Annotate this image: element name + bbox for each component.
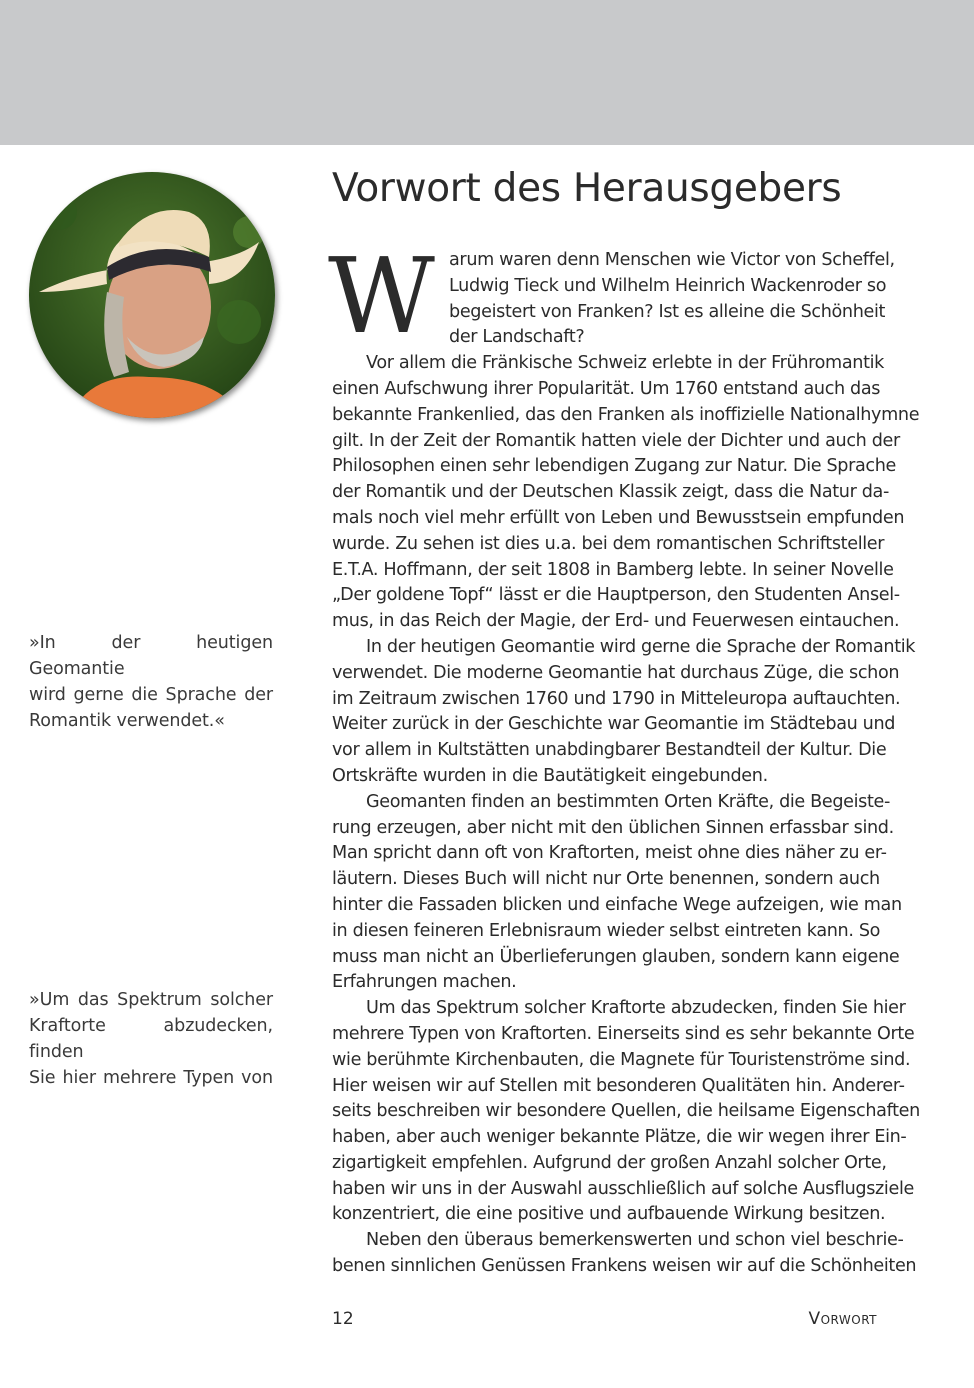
- body-line: konzentriert, die eine positive und aufbauende Wirkung besitzen.: [332, 1204, 886, 1225]
- body-line: gilt. In der Zeit der Romantik hatten viele der Dichter und auch der: [332, 430, 900, 451]
- body-line: Geomanten finden an bestimmten Orten Kräfte, die Begeiste-: [366, 791, 891, 812]
- pull-quote-line: Sie hier mehrere Typen von: [29, 1068, 273, 1088]
- body-line: zigartigkeit empfehlen. Aufgrund der großen Anzahl solcher Orte,: [332, 1152, 887, 1173]
- page-title: Vorwort des Herausgebers: [332, 166, 842, 211]
- body-line: im Zeitraum zwischen 1760 und 1790 in Mitteleuropa auftauchten.: [332, 688, 901, 709]
- body-line: hinter die Fassaden blicken und einfache Wege aufzeigen, wie man: [332, 894, 902, 915]
- running-head: Vorwort: [808, 1309, 877, 1329]
- body-line: läutern. Dieses Buch will nicht nur Orte benennen, sondern auch: [332, 869, 880, 890]
- body-line: Ortskräfte wurden in die Bautätigkeit eingebunden.: [332, 765, 768, 786]
- body-line: mehrere Typen von Kraftorten. Einerseits sind es sehr bekannte Orte: [332, 1023, 915, 1044]
- body-line: Man spricht dann oft von Kraftorten, meist ohne dies näher zu er-: [332, 843, 887, 864]
- body-line: „Der goldene Topf“ lässt er die Hauptperson, den Studenten Ansel-: [332, 585, 900, 606]
- pull-quote-line: Romantik verwendet.«: [29, 711, 225, 731]
- body-line: Erfahrungen machen.: [332, 972, 517, 993]
- header-band: [0, 0, 974, 145]
- body-line: Neben den überaus bemerkenswerten und schon viel beschrie-: [366, 1230, 904, 1251]
- body-line: benen sinnlichen Genüssen Frankens weisen wir auf die Schönheiten: [332, 1256, 917, 1277]
- page-number: 12: [332, 1309, 354, 1329]
- body-line: bekannte Frankenlied, das den Franken als inoffizielle Nationalhymne: [332, 404, 920, 425]
- body-line: wurde. Zu sehen ist dies u.a. bei dem romantischen Schriftsteller: [332, 533, 885, 554]
- drop-cap: W: [328, 235, 429, 357]
- body-text: [328, 235, 920, 1280]
- pull-quote-2: [29, 987, 273, 1091]
- body-line: arum waren denn Menschen wie Victor von Scheffel,: [449, 250, 895, 270]
- body-line: haben, aber auch weniger bekannte Plätze, die wir wegen ihrer Ein-: [332, 1127, 907, 1148]
- body-line: Weiter zurück in der Geschichte war Geomantie im Städtebau und: [332, 714, 896, 735]
- author-portrait: [29, 172, 275, 418]
- body-line: Ludwig Tieck und Wilhelm Heinrich Wackenroder so: [449, 275, 887, 296]
- body-line: seits beschreiben wir besondere Quellen, die heilsame Eigenschaften: [332, 1101, 920, 1122]
- pull-quote-1: [29, 630, 273, 734]
- body-line: verwendet. Die moderne Geomantie hat durchaus Züge, die schon: [332, 662, 900, 683]
- body-line: Philosophen einen sehr lebendigen Zugang zur Natur. Die Sprache: [332, 456, 897, 477]
- body-line: in diesen feineren Erlebnisraum wieder selbst eintreten kann. So: [332, 920, 881, 941]
- body-line: einen Aufschwung ihrer Popularität. Um 1760 entstand auch das: [332, 378, 881, 399]
- body-line: rung erzeugen, aber nicht mit den üblichen Sinnen erfassbar sind.: [332, 817, 894, 838]
- body-line: haben wir uns in der Auswahl ausschließlich auf solche Ausflugsziele: [332, 1178, 914, 1199]
- body-line: Hier weisen wir auf Stellen mit besonderen Qualitäten hin. Anderer-: [332, 1075, 905, 1096]
- pull-quote-line: »In der heutigen Geomantie: [29, 633, 273, 679]
- body-line: begeistert von Franken? Ist es alleine die Schönheit: [449, 301, 886, 322]
- body-line: In der heutigen Geomantie wird gerne die Sprache der Romantik: [366, 636, 916, 657]
- body-line: der Romantik und der Deutschen Klassik zeigt, dass die Natur da-: [332, 482, 889, 503]
- pull-quote-line: Kraftorte abzudecken, finden: [29, 1016, 273, 1062]
- body-line: Vor allem die Fränkische Schweiz erlebte in der Frühromantik: [366, 353, 884, 374]
- body-line: E.T.A. Hoffmann, der seit 1808 in Bamberg lebte. In seiner Novelle: [332, 559, 894, 580]
- body-line: muss man nicht an Überlieferungen glauben, sondern kann eigene: [332, 946, 900, 967]
- portrait-photo-icon: [29, 172, 275, 418]
- body-line: vor allem in Kultstätten unabdingbarer Bestandteil der Kultur. Die: [332, 740, 887, 761]
- body-line: mus, in das Reich der Magie, der Erd- und Feuerwesen eintauchen.: [332, 611, 900, 632]
- pull-quote-line: wird gerne die Sprache der: [29, 685, 273, 705]
- body-line: wie berühmte Kirchenbauten, die Magnete für Touristenströme sind.: [332, 1049, 911, 1070]
- body-line: Um das Spektrum solcher Kraftorte abzudecken, finden Sie hier: [366, 998, 906, 1019]
- pull-quote-line: »Um das Spektrum solcher: [29, 990, 273, 1010]
- body-line: mals noch viel mehr erfüllt von Leben und Bewusstsein empfunden: [332, 507, 905, 528]
- body-line: der Landschaft?: [449, 327, 585, 348]
